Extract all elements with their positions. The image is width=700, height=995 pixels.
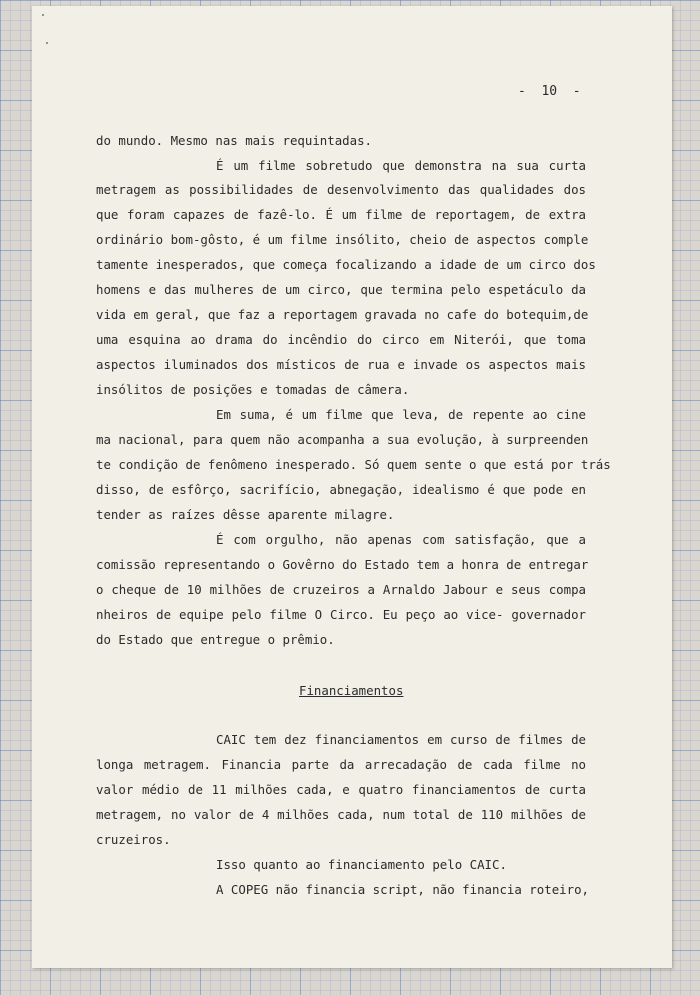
text-line: É com orgulho, não apenas com satisfação, que a <box>216 532 586 547</box>
text-line: Isso quanto ao financiamento pelo CAIC. <box>216 857 507 872</box>
text-line: metragem as possibilidades de desenvolvimento das qualidades dos <box>96 182 586 197</box>
paper-speck <box>42 14 44 16</box>
text-line: te condição de fenômeno inesperado. Só quem sente o que está por trás <box>96 457 611 472</box>
page-number: - 10 - <box>518 84 581 99</box>
text-line: aspectos iluminados dos místicos de rua e invade os aspectos mais <box>96 357 586 372</box>
text-line: cruzeiros. <box>96 832 171 847</box>
document-page <box>32 6 672 968</box>
text-line: valor médio de 11 milhões cada, e quatro financiamentos de curta <box>96 782 586 797</box>
text-line: do mundo. Mesmo nas mais requintadas. <box>96 133 373 148</box>
text-line: homens e das mulheres de um circo, que termina pelo espetáculo da <box>96 282 586 297</box>
text-line: disso, de esfôrço, sacrifício, abnegação, idealismo é que pode en <box>96 482 586 497</box>
paper-speck <box>46 42 48 44</box>
text-line: CAIC tem dez financiamentos em curso de filmes de <box>216 732 586 747</box>
text-line: ordinário bom-gôsto, é um filme insólito, cheio de aspectos comple <box>96 232 589 247</box>
text-line: Em suma, é um filme que leva, de repente ao cine <box>216 407 586 422</box>
text-line: longa metragem. Financia parte da arrecadação de cada filme no <box>96 757 586 772</box>
text-line: comissão representando o Govêrno do Estado tem a honra de entregar <box>96 557 589 572</box>
text-line: ma nacional, para quem não acompanha a sua evolução, à surpreenden <box>96 432 589 447</box>
text-line: tamente inesperados, que começa focalizando a idade de um circo dos <box>96 257 596 272</box>
text-line: tender as raízes dêsse aparente milagre. <box>96 507 395 522</box>
section-heading: Financiamentos <box>299 683 404 698</box>
text-line: A COPEG não financia script, não financia roteiro, <box>216 882 589 897</box>
text-line: o cheque de 10 milhões de cruzeiros a Arnaldo Jabour e seus compa <box>96 582 586 597</box>
text-line: nheiros de equipe pelo filme O Circo. Eu peço ao vice- governador <box>96 607 586 622</box>
text-line: que foram capazes de fazê-lo. É um filme de reportagem, de extra <box>96 207 586 222</box>
text-line: É um filme sobretudo que demonstra na sua curta <box>216 158 586 173</box>
text-line: insólitos de posições e tomadas de câmera. <box>96 382 410 397</box>
text-line: metragem, no valor de 4 milhões cada, num total de 110 milhões de <box>96 807 586 822</box>
text-line: do Estado que entregue o prêmio. <box>96 632 335 647</box>
text-line: vida em geral, que faz a reportagem gravada no cafe do botequim,de <box>96 307 589 322</box>
text-line: uma esquina ao drama do incêndio do circo em Niterói, que toma <box>96 332 586 347</box>
